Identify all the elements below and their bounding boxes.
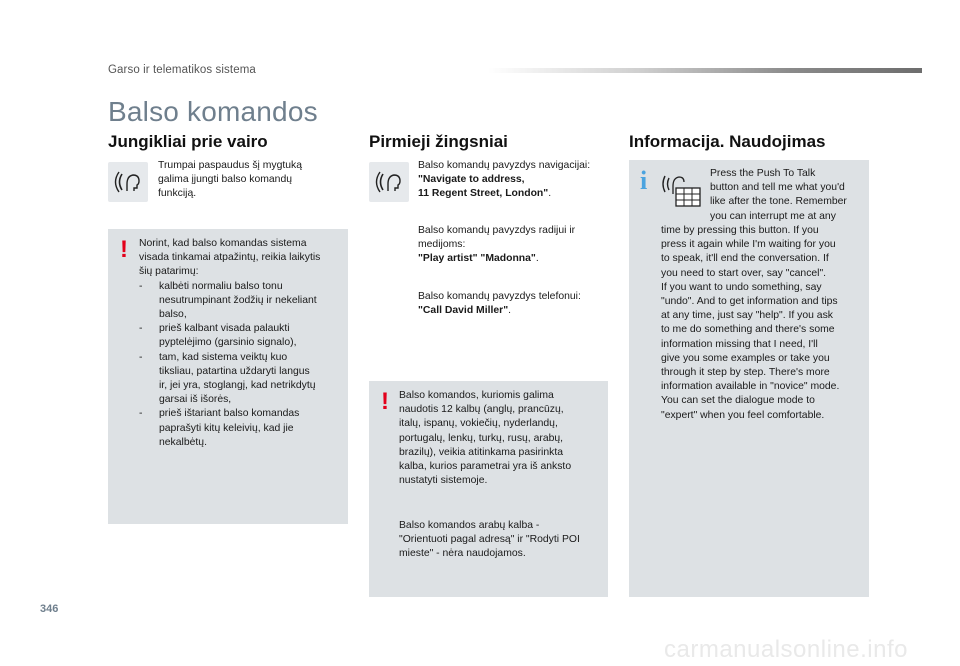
arabic-note-text: Balso komandos arabų kalba - "Orientuoti pagal adresą" ir "Rodyti POI mieste" - nėra naudojamos.	[399, 520, 580, 560]
left-intro-text: Trumpai paspaudus šį mygtuką galima įjungti balso komandų funkciją.	[158, 160, 302, 200]
watermark: carmanualsonline.info	[664, 636, 908, 663]
list-item: - prieš ištariant balso komandas paprašyti kitų keleivių, kad jie nekalbėtų.	[139, 408, 300, 448]
nav-example: Balso komandų pavyzdys navigacijai: "Navigate to address, 11 Regent Street, London".	[418, 160, 591, 200]
left-warning-box	[108, 229, 348, 524]
warning-icon: !	[120, 236, 128, 263]
phone-example: Balso komandų pavyzdys telefonui: "Call David Miller".	[418, 291, 581, 317]
list-item: - kalbėti normaliu balso tonu nesutrumpinant žodžių ir nekeliant balso,	[139, 280, 317, 321]
page-number: 346	[40, 603, 59, 615]
voice-screen-icon	[659, 168, 703, 212]
left-column-title: Jungikliai prie vairo	[108, 132, 268, 151]
section-header: Garso ir telematikos sistema	[108, 64, 256, 76]
list-item: - tam, kad sistema veiktų kuo tiksliau, patartina uždaryti langus ir, jei yra, stoglangį, kad netrikdytų garsai iš išorės,	[139, 351, 316, 406]
info-box	[629, 160, 869, 597]
list-item: - prieš kalbant visada palaukti pyptelėjimo (garsinio signalo),	[139, 323, 297, 349]
push-to-talk-icon	[369, 162, 409, 202]
info-icon: i	[640, 166, 648, 195]
header-divider	[488, 68, 922, 73]
middle-warning-box	[369, 381, 608, 597]
languages-text: Balso komandos, kuriomis galima naudotis 12 kalbų (anglų, prancūzų, italų, ispanų, vokiečių, nyderlandų, portugalų, lenkų, turkų, rusų, arabų, brazilų), veikia atitinkama pasirinkta kalba, kurios parametrai yra iš anksto nustatyti sistemoje.	[399, 390, 572, 487]
middle-column-title: Pirmieji žingsniai	[369, 132, 508, 151]
push-to-talk-icon	[108, 162, 148, 202]
right-column-title: Informacija. Naudojimas	[629, 132, 826, 151]
warning-icon: !	[381, 388, 389, 415]
info-body-text: time by pressing this button. If you press it again while I'm waiting for you to speak, it'll end the conversation. If you need to start over, say "cancel". If you want to undo something, say "undo". And to get information and tips at any time, just say "help". If you ask to me do something and there's some information missing that I need, I'll give you some examples or take you through it step by step. There's more information available in "novice" mode. You can set the dialogue mode to "expert" when you feel comfortable.	[661, 225, 840, 421]
radio-example: Balso komandų pavyzdys radijui ir medijoms: "Play artist" "Madonna".	[418, 225, 576, 265]
info-top-text: Press the Push To Talk button and tell me what you'd like after the tone. Remember you can interrupt me at any	[710, 168, 847, 222]
page-title: Balso komandos	[108, 96, 318, 127]
warning-text: Norint, kad balso komandas sistema visada tinkamai atpažintų, reikia laikytis šių patarimų: - kalbėti normaliu balso tonu nesutrumpinant žodžių ir nekeliant balso, - prieš kalbant visada palaukti pyptelėjimo (garsinio signalo), - tam, kad sistema veiktų kuo tiksliau, patartina uždaryti langus ir, jei yra, stoglangį, kad netrikdytų garsai iš išorės, - prieš ištariant balso komandas paprašyti kitų keleivių, kad jie nekalbėtų.	[139, 237, 344, 450]
